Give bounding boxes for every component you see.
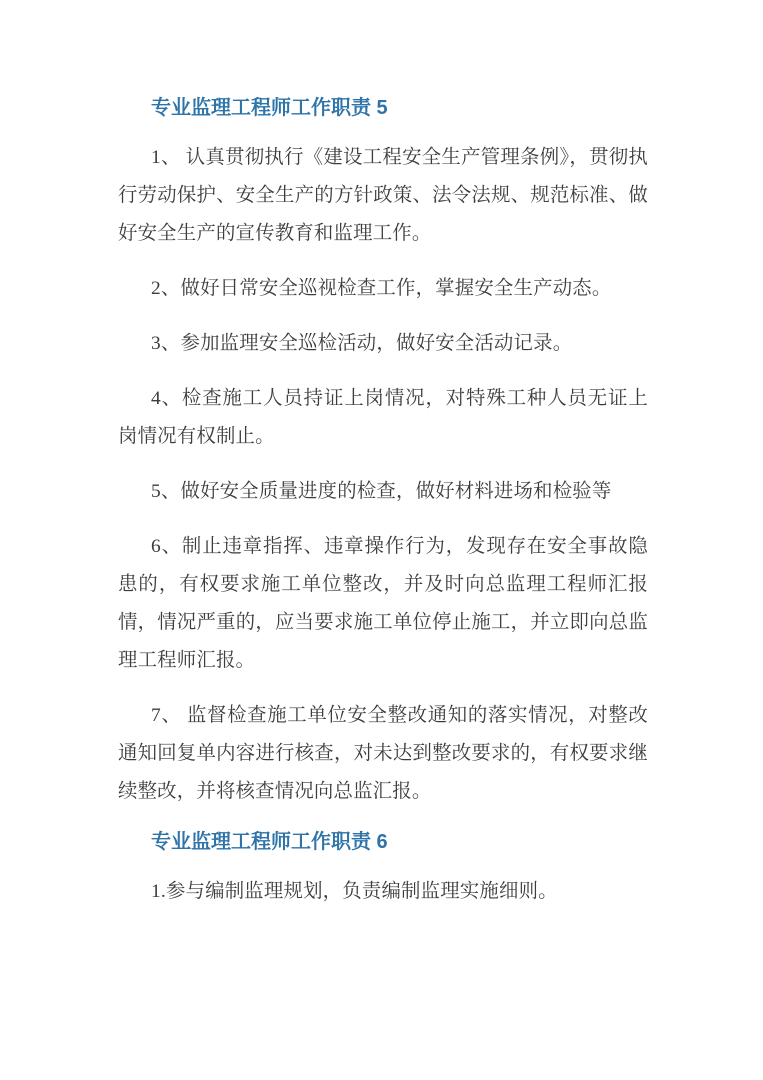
paragraph: 2、做好日常安全巡视检查工作，掌握安全生产动态。: [151, 278, 612, 299]
paragraph: 4、检查施工人员持证上岗情况，对特殊工种人员无证上岗情况有权制止。: [118, 388, 648, 447]
paragraph: 5、做好安全质量进度的检查，做好材料进场和检验等: [151, 481, 612, 502]
section-heading-6: 专业监理工程师工作职责 6: [151, 831, 388, 853]
paragraph: 3、参加监理安全巡检活动，做好安全活动记录。: [151, 333, 573, 354]
paragraph: 7、 监督检查施工单位安全整改通知的落实情况，对整改通知回复单内容进行核查，对未达到整改要求的，有权要求继续整改，并将核查情况向总监汇报。: [118, 705, 648, 802]
paragraph: 6、制止违章指挥、违章操作行为，发现存在安全事故隐患的，有权要求施工单位整改，并及时向总监理工程师汇报情，情况严重的，应当要求施工单位停止施工，并立即向总监理工程师汇报。: [118, 536, 648, 671]
section-heading-5: 专业监理工程师工作职责 5: [151, 97, 388, 119]
paragraph: 1、 认真贯彻执行《建设工程安全生产管理条例》，贯彻执行劳动保护、安全生产的方针政策、法令法规、规范标准、做好安全生产的宣传教育和监理工作。: [118, 147, 648, 244]
paragraph: 1.参与编制监理规划，负责编制监理实施细则。: [151, 881, 558, 902]
